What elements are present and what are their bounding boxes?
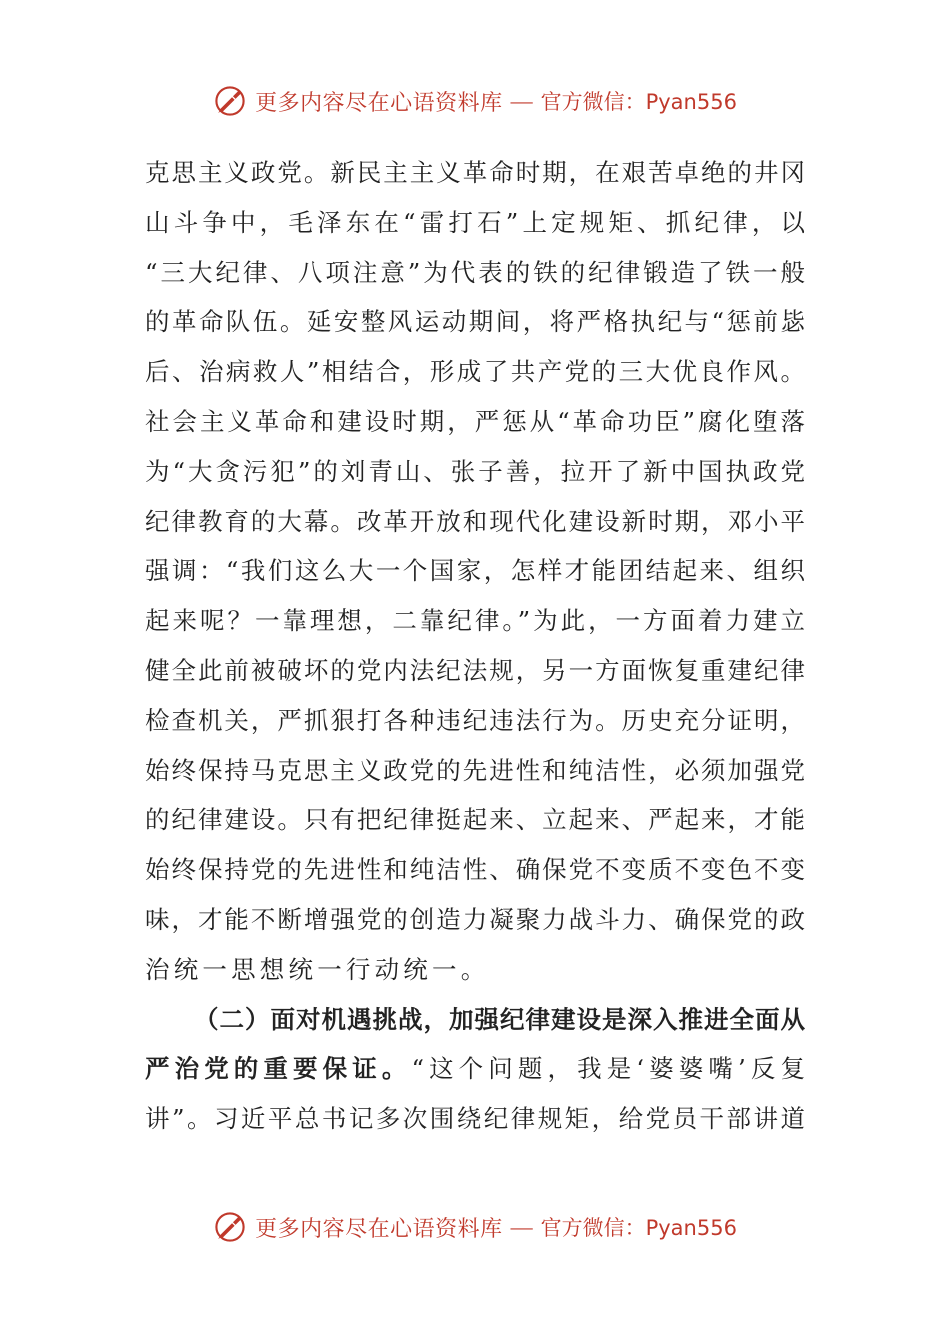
text-line: 强调：“我们这么大一个国家，怎样才能团结起来、组织 xyxy=(145,556,805,586)
section-heading-tail: 严治党的重要保证。 xyxy=(145,1054,412,1084)
pen-logo-icon xyxy=(213,1210,247,1244)
text-line: “三大纪律、八项注意”为代表的铁的纪律锻造了铁一般 xyxy=(145,257,805,287)
text-line: 检查机关，严抓狠打各种违纪违法行为。历史充分证明， xyxy=(145,705,805,735)
header-separator: — xyxy=(510,88,533,113)
text-line: 后、治病救人”相结合，形成了共产党的三大优良作风。 xyxy=(145,357,805,387)
text-line: 山斗争中，毛泽东在“雷打石”上定规矩、抓纪律，以 xyxy=(145,207,805,237)
header-wechat-text: 官方微信：Pyan556 xyxy=(540,90,737,114)
text-line: 味，才能不断增强党的创造力凝聚力战斗力、确保党的政 xyxy=(145,904,805,934)
quote-text: “这个问题，我是‘婆婆嘴’反复 xyxy=(411,1054,805,1084)
text-line: 始终保持党的先进性和纯洁性、确保党不变质不变色不变 xyxy=(145,855,805,885)
text-line: 起来呢？一靠理想，二靠纪律。”为此，一方面着力建立 xyxy=(145,606,805,636)
text-line: 为“大贪污犯”的刘青山、张子善，拉开了新中国执政党 xyxy=(145,456,805,486)
footer-wechat-text: 官方微信：Pyan556 xyxy=(540,1216,737,1240)
document-body xyxy=(145,148,805,1144)
header-brand-text: 更多内容尽在心语资料库 xyxy=(255,90,503,116)
section-heading-line-2 xyxy=(145,1044,805,1094)
text-line: 社会主义革命和建设时期，严惩从“革命功臣”腐化堕落 xyxy=(145,406,805,436)
footer-separator: — xyxy=(510,1214,533,1239)
text-line: 讲”。习近平总书记多次围绕纪律规矩，给党员干部讲道 xyxy=(145,1104,805,1134)
footer-banner xyxy=(0,1210,950,1244)
header-banner xyxy=(0,84,950,118)
text-line: 始终保持马克思主义政党的先进性和纯洁性，必须加强党 xyxy=(145,755,805,785)
text-line: 的革命队伍。延安整风运动期间，将严格执纪与“惩前毖 xyxy=(145,307,805,337)
text-line: 纪律教育的大幕。改革开放和现代化建设新时期，邓小平 xyxy=(145,506,805,536)
text-line: 健全此前被破坏的党内法纪法规，另一方面恢复重建纪律 xyxy=(145,655,805,685)
footer-brand-text: 更多内容尽在心语资料库 xyxy=(255,1216,503,1242)
pen-logo-icon xyxy=(213,84,247,118)
text-line: 克思主义政党。新民主主义革命时期，在艰苦卓绝的井冈 xyxy=(145,158,805,187)
text-line: 的纪律建设。只有把纪律挺起来、立起来、严起来，才能 xyxy=(145,805,805,835)
text-line: 治统一思想统一行动统一。 xyxy=(145,954,490,984)
section-heading-line: （二）面对机遇挑战，加强纪律建设是深入推进全面从 xyxy=(194,1004,805,1034)
